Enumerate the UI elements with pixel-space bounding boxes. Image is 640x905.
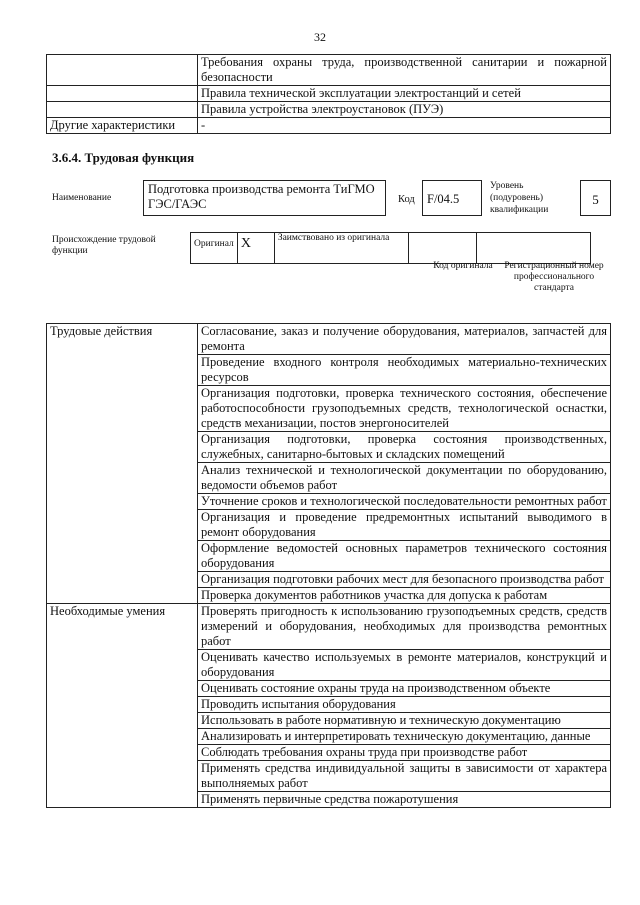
skill-item: Оценивать состояние охраны труда на производственном объекте bbox=[198, 681, 611, 697]
level-label: Уровень (подуровень) квалификации bbox=[490, 181, 549, 215]
table-row bbox=[47, 102, 611, 118]
table-row bbox=[47, 324, 611, 355]
skill-item: Оценивать качество используемых в ремонте материалов, конструкций и оборудования bbox=[198, 650, 611, 681]
skill-item: Проводить испытания оборудования bbox=[198, 697, 611, 713]
origin-code-cell bbox=[408, 233, 476, 264]
code-value: F/04.5 bbox=[422, 180, 482, 216]
labor-action-item: Организация подготовки, проверка технического состояния, обеспечение работоспособности грузоподъемных средств, технологической оснастки, средств механизации, постов энергоносителей bbox=[198, 386, 611, 432]
table-row bbox=[47, 55, 611, 86]
code-label: Код bbox=[398, 194, 415, 205]
original-label: Оригинал bbox=[191, 233, 238, 264]
labor-action-item: Оформление ведомостей основных параметров технического состояния оборудования bbox=[198, 541, 611, 572]
labor-action-item: Анализ технической и технологической документации по оборудованию, ведомости объемов работ bbox=[198, 463, 611, 494]
row-label: Другие характеристики bbox=[47, 118, 198, 134]
labor-action-item: Согласование, заказ и получение оборудования, материалов, запчастей для ремонта bbox=[198, 324, 611, 355]
level-value: 5 bbox=[580, 180, 611, 216]
table-row bbox=[47, 118, 611, 134]
original-mark: X bbox=[237, 233, 274, 264]
table-row bbox=[47, 86, 611, 102]
row-value: Правила технической эксплуатации электростанций и сетей bbox=[198, 86, 611, 102]
table-row bbox=[47, 604, 611, 650]
labor-action-item: Организация и проведение предремонтных испытаний выводимого в ремонт оборудования bbox=[198, 510, 611, 541]
table-row bbox=[191, 233, 591, 264]
row-value: Правила устройства электроустановок (ПУЭ) bbox=[198, 102, 611, 118]
name-label: Наименование bbox=[52, 193, 112, 203]
code-caption: Код оригинала bbox=[433, 261, 493, 271]
origin-table bbox=[190, 232, 591, 264]
row-value: Требования охраны труда, производственной санитарии и пожарной безопасности bbox=[198, 55, 611, 86]
origin-reg-cell bbox=[476, 233, 590, 264]
skill-item: Проверять пригодность к использованию грузоподъемных средств, средств измерений и оборудования, необходимых для производства ремонтных работ bbox=[198, 604, 611, 650]
skill-item: Использовать в работе нормативную и техническую документацию bbox=[198, 713, 611, 729]
row-value: - bbox=[198, 118, 611, 134]
top-table bbox=[46, 54, 611, 134]
main-table bbox=[46, 323, 611, 808]
skill-item: Применять средства индивидуальной защиты в зависимости от характера выполняемых работ bbox=[198, 761, 611, 792]
section-title: 3.6.4. Трудовая функция bbox=[52, 150, 195, 165]
labor-actions-label: Трудовые действия bbox=[47, 324, 198, 604]
borrowed-label: Заимствовано из оригинала bbox=[274, 233, 408, 264]
row-label bbox=[47, 102, 198, 118]
skill-item: Соблюдать требования охраны труда при производстве работ bbox=[198, 745, 611, 761]
labor-action-item: Уточнение сроков и технологической последовательности ремонтных работ bbox=[198, 494, 611, 510]
labor-action-item: Проведение входного контроля необходимых материально-технических ресурсов bbox=[198, 355, 611, 386]
skills-label: Необходимые умения bbox=[47, 604, 198, 808]
skill-item: Применять первичные средства пожаротушения bbox=[198, 792, 611, 808]
row-label bbox=[47, 55, 198, 86]
page-number: 32 bbox=[314, 30, 326, 44]
name-value: Подготовка производства ремонта ТиГМО ГЭС/ГАЭС bbox=[143, 180, 386, 216]
row-label bbox=[47, 86, 198, 102]
labor-action-item: Организация подготовки рабочих мест для безопасного производства работ bbox=[198, 572, 611, 588]
origin-label: Происхождение трудовой функции bbox=[52, 235, 156, 256]
labor-action-item: Организация подготовки, проверка состояния производственных, служебных, санитарно-бытовых и складских помещений bbox=[198, 432, 611, 463]
skill-item: Анализировать и интерпретировать техническую документацию, данные bbox=[198, 729, 611, 745]
labor-action-item: Проверка документов работников участка для допуска к работам bbox=[198, 588, 611, 604]
reg-caption: Регистрационный номер профессионального стандарта bbox=[504, 261, 604, 293]
